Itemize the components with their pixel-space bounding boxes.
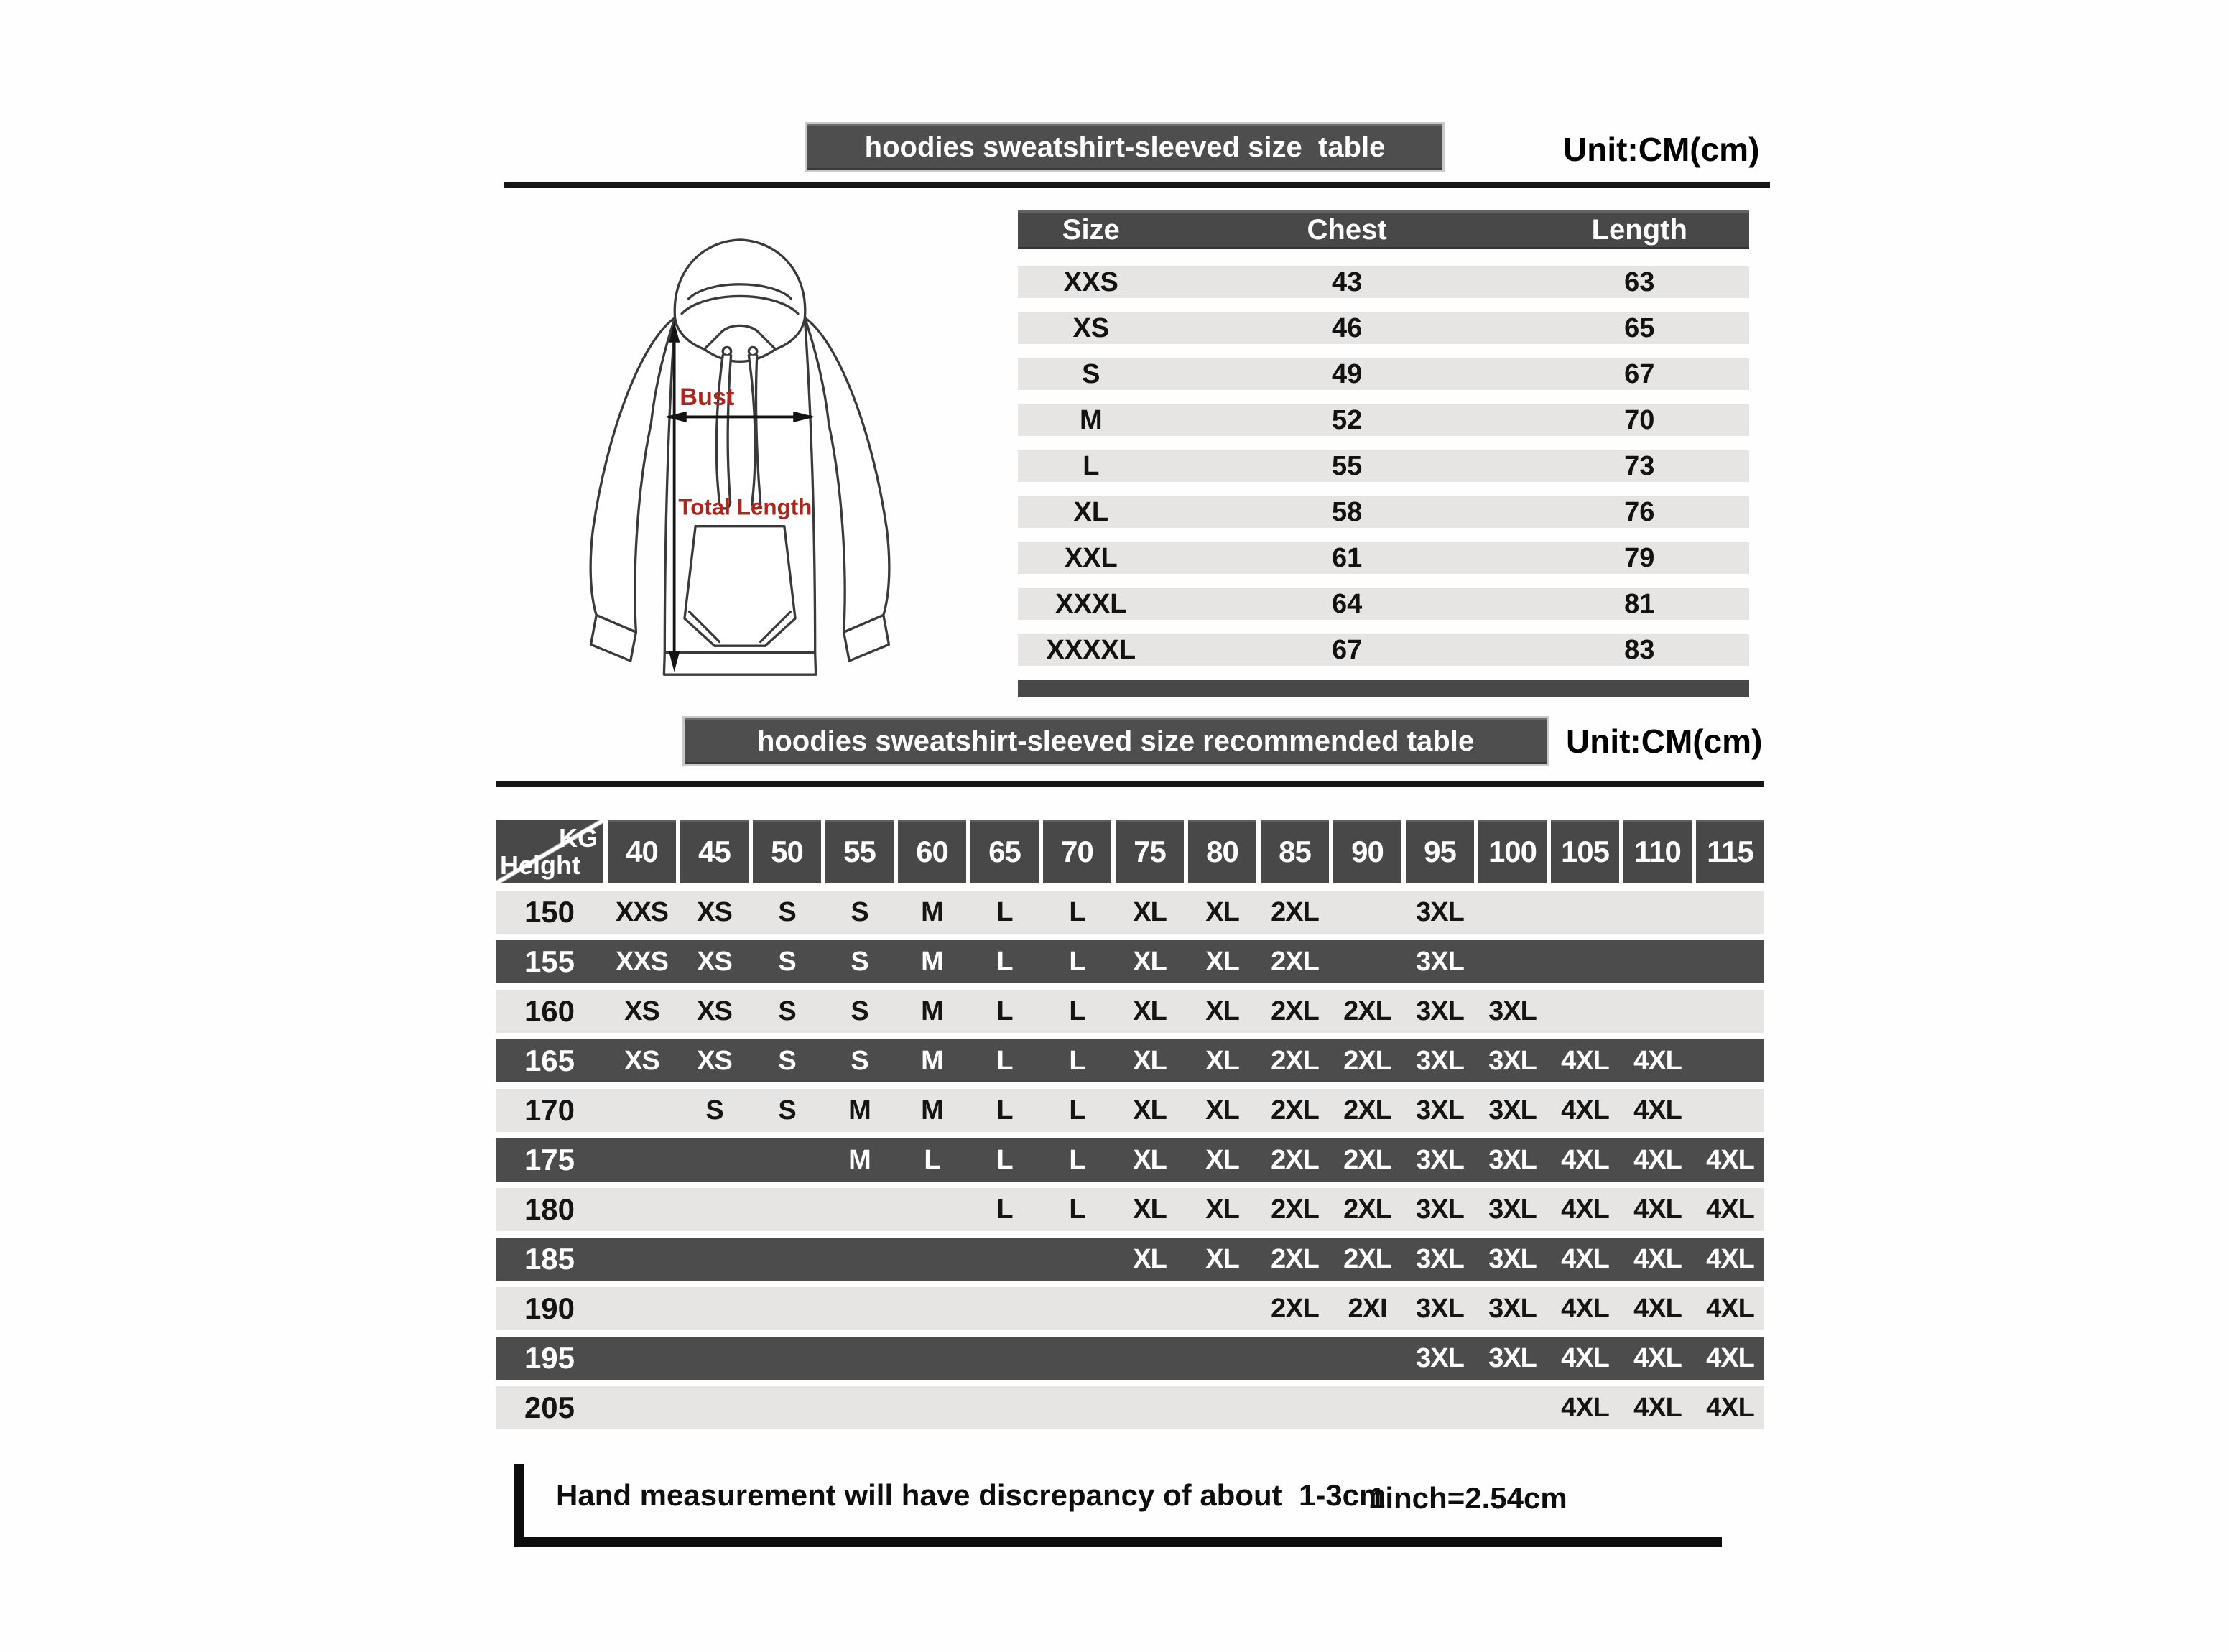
weight-header-cell: 55 [825, 820, 894, 883]
length-cell: 76 [1624, 496, 1655, 527]
matrix-row [496, 1188, 1764, 1231]
matrix-cell: 3XL [1488, 1144, 1537, 1175]
recommended-table-title: hoodies sweatshirt-sleeved size recommended table [756, 725, 1475, 757]
matrix-cell: XL [1205, 1194, 1239, 1225]
matrix-height-label: 195 [524, 1341, 575, 1375]
matrix-height-label: 190 [524, 1291, 575, 1325]
matrix-cell: 4XL [1561, 1392, 1609, 1423]
weight-header-cell: 60 [898, 820, 966, 883]
size-table [1018, 210, 1749, 697]
matrix-cell: L [996, 1045, 1013, 1076]
matrix-cell: 4XL [1706, 1392, 1754, 1423]
matrix-cell: 4XL [1633, 1293, 1682, 1324]
weight-header-cell: 65 [970, 820, 1039, 883]
matrix-row [496, 1138, 1764, 1182]
matrix-cell: L [1069, 1144, 1085, 1175]
matrix-cell: XS [624, 996, 659, 1026]
length-cell: 79 [1624, 542, 1655, 573]
size-table-body [1018, 266, 1749, 666]
matrix-row [496, 891, 1764, 934]
matrix-cell: 4XL [1633, 1144, 1682, 1175]
matrix-cell: 3XL [1416, 1194, 1464, 1225]
size-cell: XS [1072, 312, 1110, 343]
footer-note: Hand measurement will have discrepancy of about 1-3cm [556, 1478, 1386, 1512]
chest-cell: 49 [1331, 358, 1363, 389]
matrix-cell: M [921, 1095, 943, 1126]
matrix-cell: 2XL [1343, 1243, 1391, 1274]
matrix-cell: XL [1205, 1144, 1239, 1175]
matrix-cell: 2XL [1343, 1095, 1391, 1126]
size-cell: L [1083, 450, 1100, 481]
matrix-row [496, 1089, 1764, 1132]
matrix-cell: XXS [615, 946, 669, 977]
matrix-cell: 4XL [1561, 1342, 1609, 1373]
matrix-cell: XL [1133, 1243, 1167, 1274]
matrix-cell: S [705, 1095, 723, 1126]
weight-header-cell: 70 [1043, 820, 1111, 883]
hoodie-hem-band [664, 653, 815, 674]
size-table-row [1018, 450, 1749, 482]
divider-line-middle [496, 781, 1764, 787]
matrix-cell: L [996, 946, 1013, 977]
weight-header-cell: 80 [1188, 820, 1256, 883]
matrix-cell: 2XL [1271, 1293, 1319, 1324]
matrix-height-label: 170 [524, 1093, 575, 1127]
matrix-cell: XL [1133, 1045, 1167, 1076]
size-cell: XXXXL [1046, 634, 1136, 665]
length-cell: 70 [1624, 404, 1655, 435]
divider-line-top [504, 182, 1770, 188]
matrix-cell: L [1069, 1095, 1085, 1126]
matrix-cell: 3XL [1416, 1045, 1464, 1076]
matrix-cell: 3XL [1416, 946, 1464, 977]
weight-header-cell: 90 [1333, 820, 1401, 883]
matrix-cell: 2XL [1343, 1144, 1391, 1175]
matrix-cell: 3XL [1416, 1342, 1464, 1373]
matrix-cell: 4XL [1706, 1342, 1754, 1373]
corner-kg-label: KG [559, 823, 598, 853]
matrix-cell: 3XL [1416, 996, 1464, 1026]
matrix-row [496, 1386, 1764, 1429]
size-table-row [1018, 404, 1749, 436]
footer-underline [514, 1537, 1722, 1547]
matrix-cell: 3XL [1416, 896, 1464, 927]
size-table-title: hoodies sweatshirt-sleeved size table [864, 131, 1386, 163]
matrix-cell: 4XL [1561, 1144, 1609, 1175]
size-table-row [1018, 358, 1749, 390]
matrix-height-label: 160 [524, 994, 575, 1028]
matrix-cell: XS [697, 996, 732, 1026]
size-table-header [1018, 210, 1749, 249]
matrix-cell: M [921, 1045, 943, 1076]
matrix-cell: XS [624, 1045, 659, 1076]
matrix-cell: 2XL [1271, 946, 1319, 977]
matrix-cell: L [996, 1144, 1013, 1175]
matrix-cell: M [848, 1095, 871, 1126]
size-cell: XXL [1064, 542, 1118, 573]
weight-header-cell: 45 [680, 820, 749, 883]
matrix-cell: 2XL [1271, 1095, 1319, 1126]
matrix-height-label: 185 [524, 1242, 575, 1276]
size-table-row [1018, 266, 1749, 298]
matrix-cell: 4XL [1633, 1243, 1682, 1274]
matrix-cell: L [996, 896, 1013, 927]
matrix-corner-cell [496, 820, 603, 883]
matrix-cell: S [778, 946, 796, 977]
matrix-cell: XL [1205, 896, 1239, 927]
size-cell: XXS [1063, 266, 1118, 297]
matrix-cell: 2XL [1271, 896, 1319, 927]
matrix-cell: S [778, 896, 796, 927]
hoodie-right-sleeve [805, 317, 889, 632]
matrix-cell: 2XL [1343, 1194, 1391, 1225]
matrix-cell: 3XL [1488, 1243, 1537, 1274]
matrix-cell: 4XL [1633, 1194, 1682, 1225]
matrix-cell: 4XL [1706, 1144, 1754, 1175]
matrix-height-label: 205 [524, 1391, 575, 1424]
matrix-cell: S [778, 1045, 796, 1076]
length-column-header: Length [1591, 213, 1687, 246]
matrix-cell: 4XL [1633, 1342, 1682, 1373]
chest-cell: 52 [1331, 404, 1363, 435]
matrix-cell: XL [1133, 896, 1167, 927]
matrix-cell: 3XL [1416, 1243, 1464, 1274]
matrix-cell: 2XI [1348, 1293, 1387, 1324]
matrix-cell: 3XL [1488, 1194, 1537, 1225]
matrix-cell: 4XL [1561, 1243, 1609, 1274]
weight-header-cell: 115 [1696, 820, 1764, 883]
matrix-cell: S [851, 996, 868, 1026]
matrix-cell: 3XL [1488, 1095, 1537, 1126]
matrix-cell: XL [1133, 1144, 1167, 1175]
size-table-title-bar [807, 124, 1442, 170]
size-table-row [1018, 634, 1749, 666]
hoodie-line-drawing [528, 210, 952, 692]
matrix-cell: XL [1205, 1243, 1239, 1274]
matrix-row [496, 1337, 1764, 1380]
matrix-cell: L [924, 1144, 940, 1175]
matrix-row [496, 1287, 1764, 1330]
length-cell: 63 [1624, 266, 1655, 297]
matrix-cell: S [778, 996, 796, 1026]
matrix-cell: 2XL [1343, 996, 1391, 1026]
matrix-cell: 3XL [1488, 1342, 1537, 1373]
size-table-bottom-bar [1018, 680, 1749, 697]
matrix-cell: 4XL [1706, 1194, 1754, 1225]
matrix-cell: M [921, 896, 943, 927]
matrix-cell: 4XL [1706, 1293, 1754, 1324]
matrix-cell: 4XL [1633, 1392, 1682, 1423]
matrix-cell: L [1069, 1045, 1085, 1076]
chest-cell: 67 [1331, 634, 1363, 665]
matrix-cell: 4XL [1633, 1045, 1682, 1076]
matrix-cell: XS [697, 946, 732, 977]
matrix-cell: XS [697, 896, 732, 927]
matrix-cell: 2XL [1343, 1045, 1391, 1076]
matrix-cell: XL [1133, 1194, 1167, 1225]
matrix-height-label: 155 [524, 945, 575, 978]
matrix-cell: 3XL [1488, 1045, 1537, 1076]
matrix-cell: XL [1205, 1095, 1239, 1126]
matrix-height-label: 165 [524, 1044, 575, 1077]
length-cell: 65 [1624, 312, 1655, 343]
size-table-row [1018, 588, 1749, 620]
total-length-label: Total Length [678, 494, 812, 520]
matrix-cell: 4XL [1561, 1095, 1609, 1126]
matrix-cell: S [851, 896, 868, 927]
matrix-cell: XL [1205, 1045, 1239, 1076]
matrix-cell: 2XL [1271, 1144, 1319, 1175]
size-table-unit-label: Unit:CM(cm) [1563, 131, 1760, 168]
weight-header-cell: 100 [1478, 820, 1547, 883]
hoodie-left-sleeve [590, 317, 675, 632]
matrix-cell: L [1069, 946, 1085, 977]
matrix-header-row [496, 820, 1764, 883]
matrix-cell: 3XL [1416, 1293, 1464, 1324]
matrix-cell: XS [697, 1045, 732, 1076]
matrix-cell: S [851, 946, 868, 977]
size-cell: XXXL [1055, 588, 1127, 619]
matrix-cell: 3XL [1416, 1144, 1464, 1175]
matrix-cell: M [921, 946, 943, 977]
matrix-cell: 2XL [1271, 1243, 1319, 1274]
footer-conversion: 1inch=2.54cm [1368, 1481, 1567, 1515]
weight-header-cell: 105 [1551, 820, 1619, 883]
matrix-cell: S [778, 1095, 796, 1126]
matrix-height-label: 175 [524, 1143, 575, 1177]
matrix-cell: 4XL [1633, 1095, 1682, 1126]
matrix-cell: 4XL [1561, 1293, 1609, 1324]
length-cell: 73 [1624, 450, 1655, 481]
matrix-cell: 4XL [1706, 1243, 1754, 1274]
size-cell: S [1082, 358, 1100, 389]
length-cell: 67 [1624, 358, 1655, 389]
matrix-cell: 4XL [1561, 1194, 1609, 1225]
matrix-cell: 4XL [1561, 1045, 1609, 1076]
matrix-cell: 2XL [1271, 1194, 1319, 1225]
weight-header-cell: 110 [1623, 820, 1692, 883]
matrix-cell: XL [1205, 946, 1239, 977]
length-cell: 83 [1624, 634, 1655, 665]
matrix-cell: XL [1133, 946, 1167, 977]
weight-header-cell: 95 [1406, 820, 1474, 883]
recommended-size-matrix [496, 820, 1764, 1436]
matrix-cell: XL [1133, 996, 1167, 1026]
chest-cell: 46 [1331, 312, 1363, 343]
matrix-cell: 2XL [1271, 996, 1319, 1026]
matrix-cell: 3XL [1488, 996, 1537, 1026]
weight-header-cell: 50 [753, 820, 821, 883]
matrix-cell: XXS [615, 896, 669, 927]
matrix-height-label: 150 [524, 895, 575, 929]
size-column-header: Size [1062, 213, 1120, 246]
matrix-row [496, 990, 1764, 1033]
recommended-table-unit-label: Unit:CM(cm) [1566, 723, 1763, 760]
matrix-row [496, 1238, 1764, 1281]
weight-header-cell: 85 [1261, 820, 1329, 883]
size-cell: M [1079, 404, 1103, 435]
size-table-row [1018, 312, 1749, 344]
matrix-cell: 2XL [1271, 1045, 1319, 1076]
matrix-cell: L [1069, 896, 1085, 927]
matrix-cell: L [1069, 996, 1085, 1026]
bust-label: Bust [680, 384, 735, 412]
corner-height-label: Height [500, 850, 580, 880]
weight-header-cell: 75 [1116, 820, 1184, 883]
matrix-cell: L [996, 1194, 1013, 1225]
matrix-height-label: 180 [524, 1192, 575, 1226]
matrix-cell: 3XL [1416, 1095, 1464, 1126]
matrix-cell: L [1069, 1194, 1085, 1225]
weight-header-cell: 40 [608, 820, 676, 883]
chest-cell: 55 [1331, 450, 1363, 481]
length-cell: 81 [1624, 588, 1655, 619]
matrix-cell: 3XL [1488, 1293, 1537, 1324]
matrix-cell: L [996, 996, 1013, 1026]
chest-cell: 64 [1331, 588, 1363, 619]
size-cell: XL [1073, 496, 1109, 527]
matrix-row [496, 940, 1764, 983]
size-table-row [1018, 542, 1749, 574]
matrix-cell: M [848, 1144, 871, 1175]
matrix-cell: M [921, 996, 943, 1026]
footer-bracket-bar [514, 1464, 524, 1546]
matrix-cell: S [851, 1045, 868, 1076]
chest-column-header: Chest [1307, 213, 1387, 246]
chest-cell: 43 [1331, 266, 1363, 297]
matrix-cell: L [996, 1095, 1013, 1126]
chest-cell: 58 [1331, 496, 1363, 527]
matrix-body [496, 891, 1764, 1429]
matrix-row [496, 1039, 1764, 1082]
chest-cell: 61 [1331, 542, 1363, 573]
recommended-table-title-bar [685, 718, 1547, 764]
matrix-cell: XL [1133, 1095, 1167, 1126]
matrix-cell: XL [1205, 996, 1239, 1026]
size-table-row [1018, 496, 1749, 528]
